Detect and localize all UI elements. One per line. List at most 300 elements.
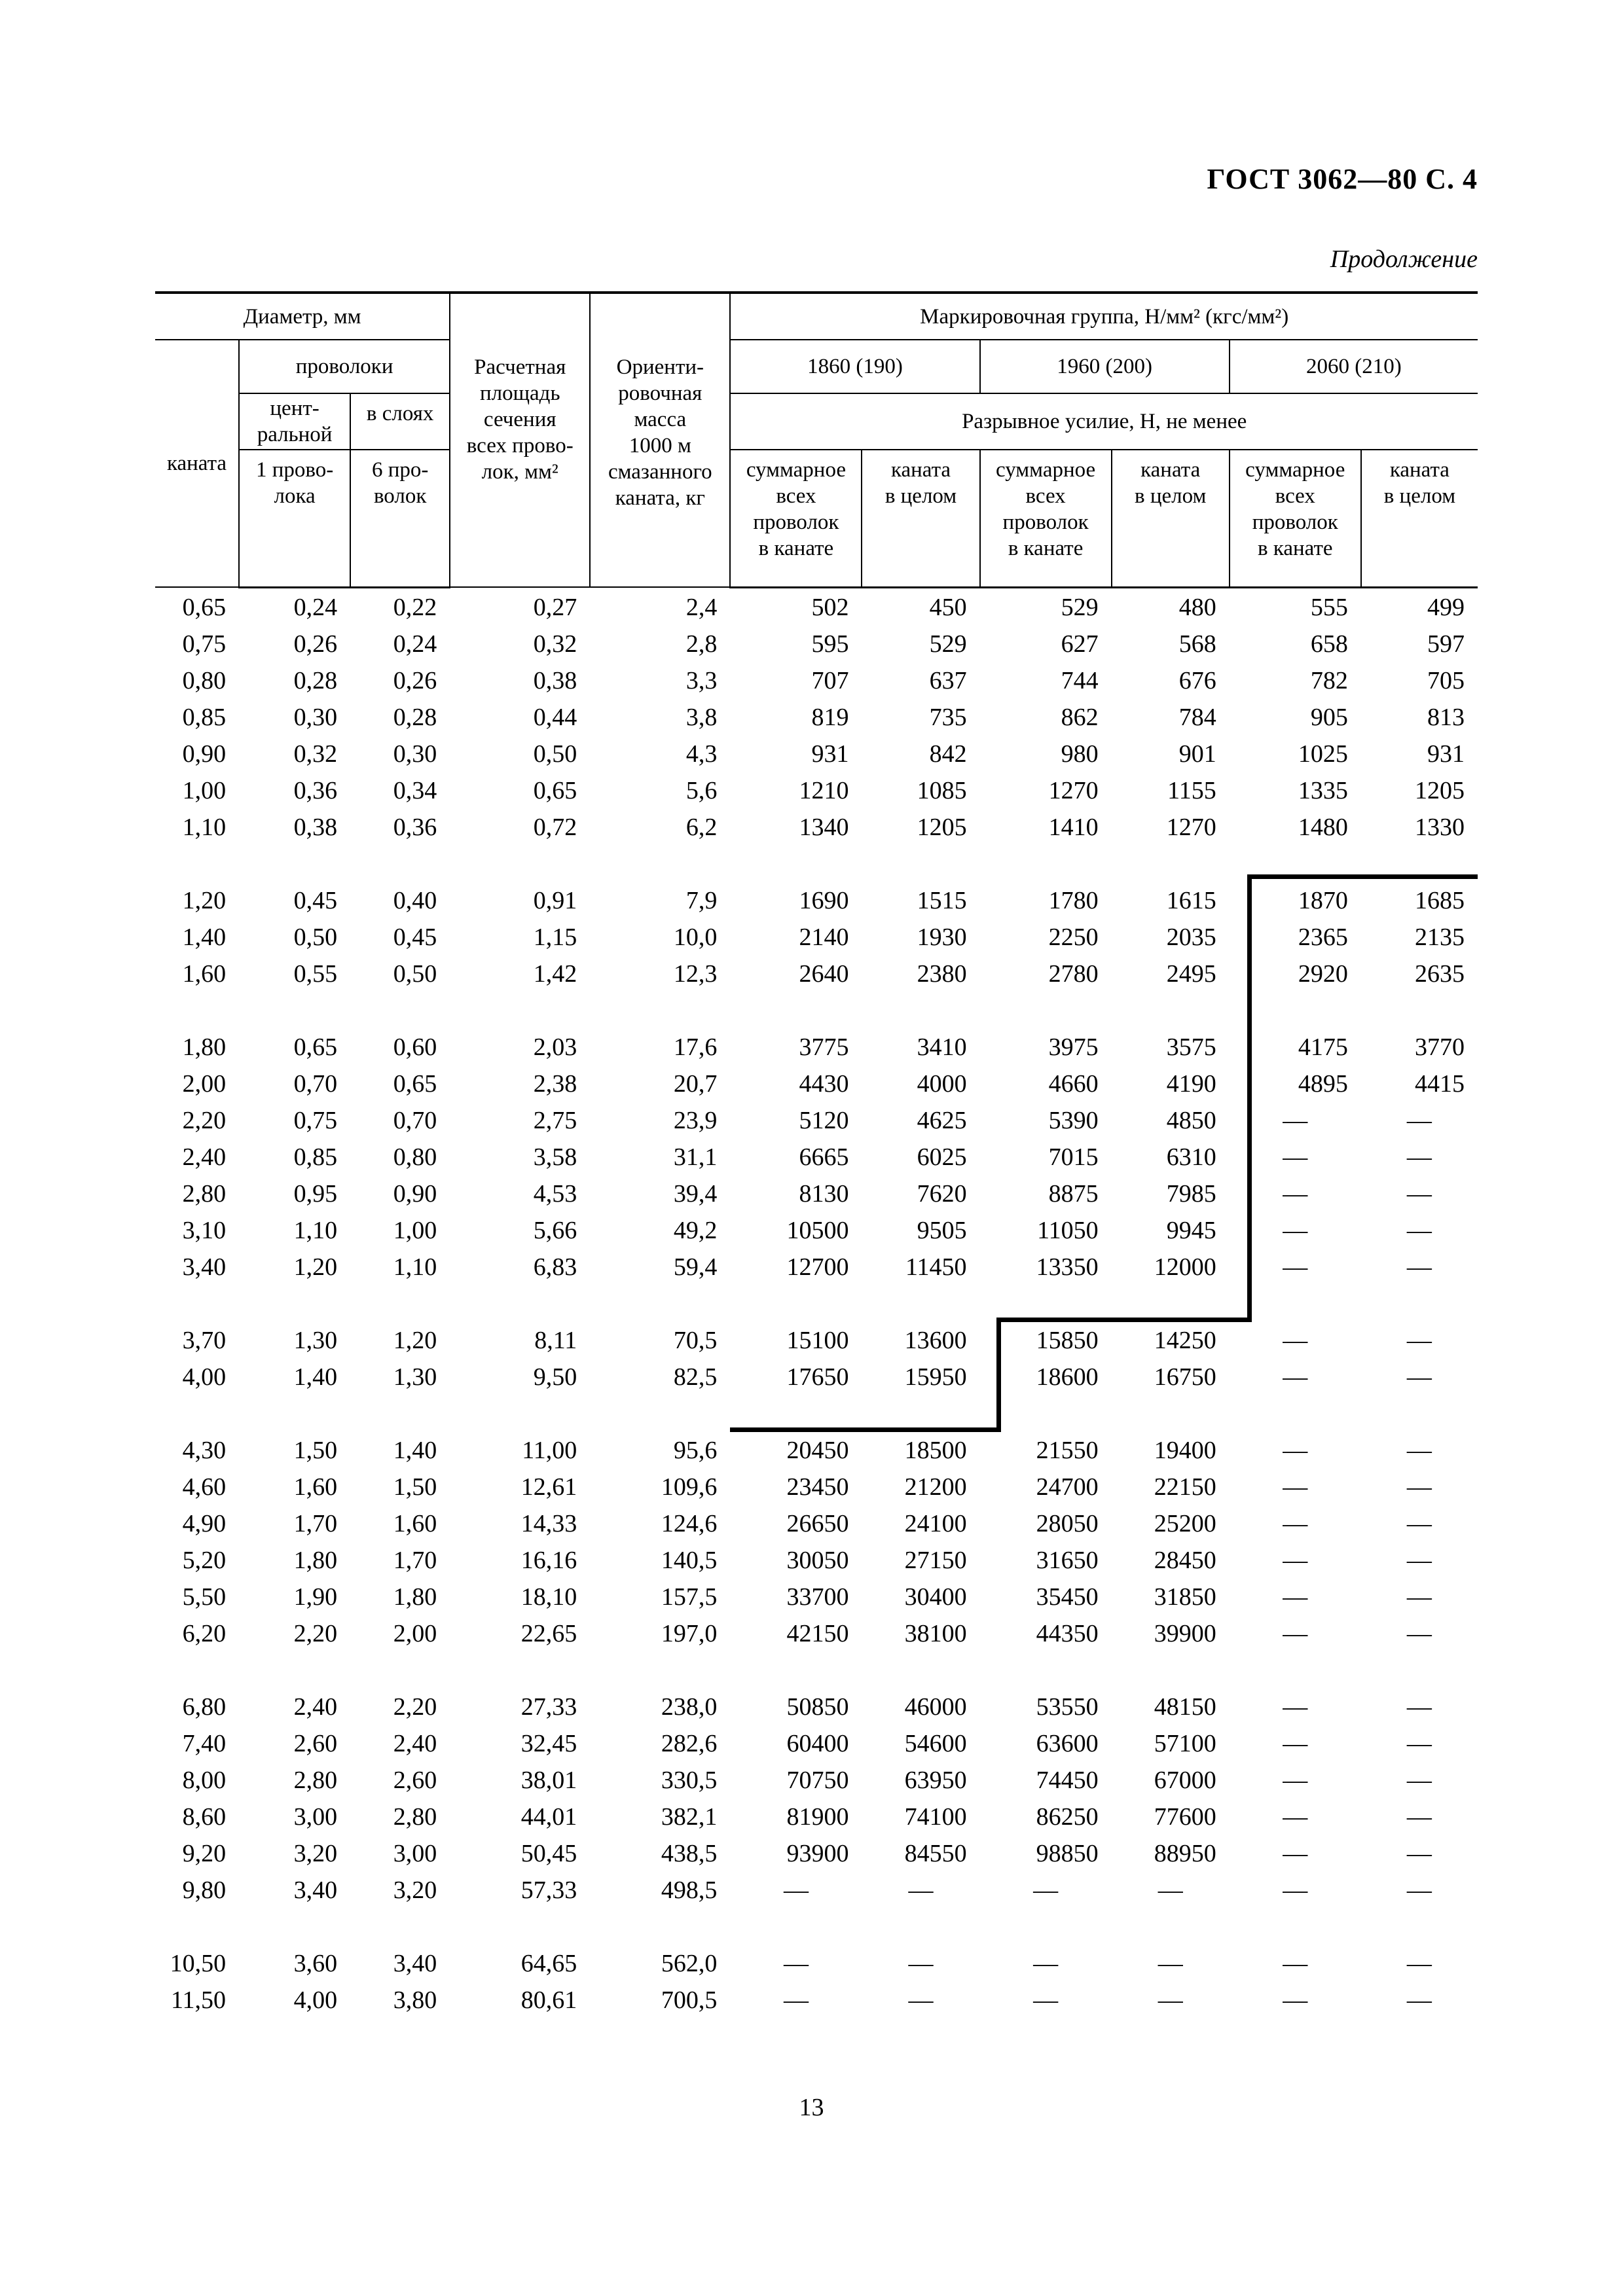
table-cell: 3,10 [182,1217,227,1244]
table-cell: 2,00 [393,1620,437,1647]
table-cell: 81900 [786,1803,849,1831]
table-cell: 15850 [1036,1327,1099,1354]
table-cell: 0,55 [293,960,338,988]
table-cell: — [1406,1327,1432,1354]
boundary-line-right-vertical [1247,874,1252,1321]
table-cell: — [1406,1986,1432,2014]
table-cell: 6,80 [182,1693,227,1721]
table-cell: 1025 [1298,740,1348,768]
header-group-1960: 1960 (200) [980,340,1230,393]
table-cell: 70,5 [673,1327,718,1354]
table-cell: 2780 [1048,960,1099,988]
table-cell: 21550 [1036,1437,1099,1464]
table-cell: 27150 [904,1547,967,1574]
table-cell: 12700 [786,1253,849,1281]
table-cell: 3,20 [393,1876,437,1904]
table-cell: 32,45 [520,1730,577,1757]
table-cell: 4850 [1166,1107,1216,1134]
table-cell: 5390 [1048,1107,1099,1134]
table-cell: 4895 [1298,1070,1348,1098]
table-cell: 0,85 [293,1143,338,1171]
table-cell: 0,34 [393,777,437,804]
header-sum-1960: суммарное всех проволок в канате [980,450,1112,587]
table-cell: 35450 [1036,1583,1099,1611]
table-cell: 3,20 [293,1840,338,1867]
table-cell: — [1406,1217,1432,1244]
table-cell: 15950 [904,1363,967,1391]
table-row [155,1725,1478,1762]
table-row [155,1102,1478,1139]
table-row [155,699,1478,736]
table-cell: — [908,1950,934,1977]
table-cell: 2140 [799,924,849,951]
table-cell: — [1158,1876,1183,1904]
table-cell: — [1406,1253,1432,1281]
table-cell: 57100 [1154,1730,1216,1757]
table-cell: 197,0 [661,1620,718,1647]
table-cell: — [1406,1583,1432,1611]
table-cell: — [1406,1143,1432,1171]
table-cell: 931 [1427,740,1465,768]
table-cell: 3,60 [293,1950,338,1977]
table-cell: 23450 [786,1473,849,1501]
table-cell: 7,40 [182,1730,227,1757]
boundary-line-top [1247,874,1478,879]
table-cell: 13600 [904,1327,967,1354]
header-wires: проволоки [239,340,450,393]
table-row [155,1175,1478,1212]
table-cell: 637 [929,667,967,694]
table-cell: 1,60 [293,1473,338,1501]
table-cell: 555 [1310,594,1348,621]
table-cell: 98850 [1036,1840,1099,1867]
table-cell: 2,40 [393,1730,437,1757]
table-cell: 28450 [1154,1547,1216,1574]
table-cell: 10,0 [673,924,718,951]
table-row [155,1249,1478,1285]
table-cell: 4190 [1166,1070,1216,1098]
table-cell: 20,7 [673,1070,718,1098]
table-cell: — [1406,1730,1432,1757]
table-cell: 4660 [1048,1070,1099,1098]
header-whole-2060: каната в целом [1361,450,1478,587]
table-cell: 842 [929,740,967,768]
table-cell: 60400 [786,1730,849,1757]
table-cell: 1,30 [393,1363,437,1391]
table-cell: 0,80 [393,1143,437,1171]
table-cell: 627 [1061,630,1099,658]
table-cell: 14250 [1154,1327,1216,1354]
table-cell: 901 [1178,740,1216,768]
table-cell: 3,40 [393,1950,437,1977]
table-cell: 17650 [786,1363,849,1391]
continuation-label: Продолжение [1330,245,1478,273]
table-cell: — [1406,1107,1432,1134]
table-cell: 1,60 [393,1510,437,1537]
header-central: цент- ральной [239,393,350,450]
table-cell: 22,65 [520,1620,577,1647]
table-cell: 382,1 [661,1803,718,1831]
table-cell: 2,00 [182,1070,227,1098]
table-cell: — [1283,1693,1308,1721]
table-cell: 44350 [1036,1620,1099,1647]
table-cell: 5,6 [685,777,718,804]
table-cell: 0,50 [533,740,577,768]
table-cell: 10,50 [170,1950,227,1977]
table-cell: — [1283,1327,1308,1354]
table-cell: 49,2 [673,1217,718,1244]
table-cell: — [1406,1840,1432,1867]
table-cell: 3,40 [182,1253,227,1281]
header-rope: каната [155,340,239,587]
table-cell: 14,33 [520,1510,577,1537]
table-cell: 1,40 [182,924,227,951]
table-cell: — [1033,1876,1059,1904]
table-cell: 46000 [904,1693,967,1721]
table-row [155,1982,1478,2018]
table-cell: 438,5 [661,1840,718,1867]
table-cell: 0,72 [533,814,577,841]
table-cell: 109,6 [661,1473,718,1501]
table-cell: 2,80 [182,1180,227,1208]
table-cell: 3,3 [685,667,718,694]
table-cell: 157,5 [661,1583,718,1611]
header-marking-group: Маркировочная группа, Н/мм² (кгс/мм²) [730,293,1478,340]
table-cell: 63950 [904,1767,967,1794]
table-cell: 10500 [786,1217,849,1244]
table-cell: 1270 [1048,777,1099,804]
table-cell: 22150 [1154,1473,1216,1501]
table-cell: 17,6 [673,1033,718,1061]
table-cell: 4,90 [182,1510,227,1537]
table-cell: — [1158,1986,1183,2014]
header-area: Расчетная площадь сечения всех прово- лок, мм² [450,293,590,587]
table-cell: — [908,1876,934,1904]
table-cell: 50,45 [520,1840,577,1867]
table-row [155,1066,1478,1102]
table-cell: 1480 [1298,814,1348,841]
table-cell: 1210 [799,777,849,804]
table-cell: 4175 [1298,1033,1348,1061]
table-cell: 2,20 [182,1107,227,1134]
table-cell: 1,20 [393,1327,437,1354]
header-six-wires: 6 про- волок [350,450,450,587]
table-cell: 82,5 [673,1363,718,1391]
table-cell: 2,20 [293,1620,338,1647]
table-cell: 3770 [1415,1033,1465,1061]
table-cell: 6025 [917,1143,967,1171]
table-cell: 31,1 [673,1143,718,1171]
row-spacer [155,1285,1478,1322]
header-whole-1960: каната в целом [1112,450,1230,587]
table-cell: 0,70 [393,1107,437,1134]
table-row [155,1872,1478,1909]
table-cell: 63600 [1036,1730,1099,1757]
table-cell: 7,9 [685,887,718,914]
table-cell: 0,24 [293,594,338,621]
table-cell: — [1283,1767,1308,1794]
table-cell: 12,3 [673,960,718,988]
table-row [155,809,1478,846]
header-layers: в слоях [350,393,450,450]
table-cell: 4,30 [182,1437,227,1464]
table-cell: 2495 [1166,960,1216,988]
table-row [155,1945,1478,1982]
table-cell: 33700 [786,1583,849,1611]
table-cell: 1,10 [182,814,227,841]
table-cell: 31650 [1036,1547,1099,1574]
table-cell: 95,6 [673,1437,718,1464]
table-row [155,1615,1478,1652]
table-cell: 499 [1427,594,1465,621]
table-cell: 813 [1427,704,1465,731]
table-cell: 0,28 [293,667,338,694]
table-cell: 1,42 [533,960,577,988]
table-cell: — [908,1986,934,2014]
table-cell: 8,60 [182,1803,227,1831]
table-cell: 2,80 [393,1803,437,1831]
table-cell: 12000 [1154,1253,1216,1281]
table-cell: 16,16 [520,1547,577,1574]
table-cell: 0,24 [393,630,437,658]
table-cell: 2,60 [393,1767,437,1794]
table-cell: 0,70 [293,1070,338,1098]
table-row [155,589,1478,626]
table-cell: — [1406,1620,1432,1647]
table-cell: 568 [1178,630,1216,658]
table-cell: 282,6 [661,1730,718,1757]
table-cell: 0,75 [182,630,227,658]
table-row [155,956,1478,992]
table-cell: 0,44 [533,704,577,731]
table-cell: 2,20 [393,1693,437,1721]
table-cell: 8,00 [182,1767,227,1794]
table-cell: 1690 [799,887,849,914]
table-cell: 67000 [1154,1767,1216,1794]
table-cell: 1685 [1415,887,1465,914]
table-cell: 2,40 [182,1143,227,1171]
table-cell: 6310 [1166,1143,1216,1171]
table-cell: — [1283,1730,1308,1757]
table-cell: — [1158,1950,1183,1977]
table-cell: 2035 [1166,924,1216,951]
table-row [155,919,1478,956]
table-cell: 700,5 [661,1986,718,2014]
table-cell: 11450 [905,1253,967,1281]
table-cell: 9,50 [533,1363,577,1391]
table-cell: 3775 [799,1033,849,1061]
table-row [155,1139,1478,1175]
table-cell: 88950 [1154,1840,1216,1867]
table-cell: 0,50 [293,924,338,951]
table-cell: 3,40 [293,1876,338,1904]
table-cell: 0,32 [293,740,338,768]
table-cell: 502 [811,594,849,621]
table-cell: — [1283,1950,1308,1977]
table-cell: 8,11 [534,1327,577,1354]
table-cell: 11,50 [170,1986,227,2014]
table-cell: 93900 [786,1840,849,1867]
table-cell: 42150 [786,1620,849,1647]
header-sum-1860: суммарное всех проволок в канате [730,450,862,587]
table-cell: 9505 [917,1217,967,1244]
table-cell: 1330 [1415,814,1465,841]
row-spacer [155,1909,1478,1945]
table-cell: 6,20 [182,1620,227,1647]
table-row [155,736,1478,772]
table-cell: — [1406,1180,1432,1208]
table-cell: — [1283,1986,1308,2014]
table-cell: 0,65 [533,777,577,804]
table-cell: 7985 [1166,1180,1216,1208]
table-cell: 1,20 [182,887,227,914]
table-cell: 3,8 [685,704,718,731]
table-cell: 562,0 [661,1950,718,1977]
table-cell: 6665 [799,1143,849,1171]
table-cell: 1,10 [393,1253,437,1281]
table-cell: 529 [1061,594,1099,621]
table-cell: — [1406,1547,1432,1574]
table-cell: 80,61 [520,1986,577,2014]
table-cell: 13350 [1036,1253,1099,1281]
table-cell: 8130 [799,1180,849,1208]
table-cell: 0,80 [182,667,227,694]
table-cell: — [1033,1986,1059,2014]
table-cell: — [1406,1950,1432,1977]
table-cell: 23,9 [673,1107,718,1134]
table-row [155,1799,1478,1835]
table-cell: 19400 [1154,1437,1216,1464]
table-cell: 4625 [917,1107,967,1134]
data-table [155,589,1478,2018]
table-cell: 1,90 [293,1583,338,1611]
table-cell: 4,00 [293,1986,338,2014]
header-group-1860: 1860 (190) [730,340,979,393]
table-cell: 3975 [1048,1033,1099,1061]
table-cell: 676 [1178,667,1216,694]
table-cell: 0,38 [293,814,338,841]
table-cell: 0,26 [293,630,338,658]
table-cell: 2380 [917,960,967,988]
table-cell: 8875 [1048,1180,1099,1208]
table-cell: 0,60 [393,1033,437,1061]
header-diameter: Диаметр, мм [155,293,450,340]
table-cell: 3,00 [393,1840,437,1867]
table-cell: 0,50 [393,960,437,988]
table-cell: 1930 [917,924,967,951]
table-row [155,1689,1478,1725]
table-cell: 15100 [786,1327,849,1354]
table-cell: 0,95 [293,1180,338,1208]
boundary-line-middle [996,1318,1252,1322]
table-cell: 1,00 [393,1217,437,1244]
header-mass: Ориенти- ровочная масса 1000 м смазанного каната, кг [590,293,730,587]
table-row [155,1029,1478,1066]
table-cell: 0,91 [533,887,577,914]
table-row [155,1212,1478,1249]
table-cell: 1780 [1048,887,1099,914]
table-cell: — [1283,1547,1308,1574]
table-cell: 64,65 [520,1950,577,1977]
table-cell: 28050 [1036,1510,1099,1537]
table-cell: — [1283,1473,1308,1501]
table-cell: 498,5 [661,1876,718,1904]
table-cell: 1,15 [533,924,577,951]
table-cell: 980 [1061,740,1099,768]
table-cell: 11050 [1037,1217,1099,1244]
table-cell: 707 [811,667,849,694]
table-cell: 0,22 [393,594,437,621]
table-cell: 480 [1178,594,1216,621]
table-cell: 3,58 [533,1143,577,1171]
row-spacer [155,992,1478,1029]
table-cell: 450 [929,594,967,621]
table-cell: 0,65 [293,1033,338,1061]
table-cell: 1,80 [293,1547,338,1574]
table-cell: 124,6 [661,1510,718,1537]
table-row [155,1432,1478,1469]
table-row [155,882,1478,919]
table-cell: 50850 [786,1693,849,1721]
table-cell: 1,70 [393,1547,437,1574]
table-cell: 59,4 [673,1253,718,1281]
table-cell: — [1283,1620,1308,1647]
table-cell: 2365 [1298,924,1348,951]
table-cell: — [783,1876,809,1904]
table-cell: 2640 [799,960,849,988]
header-one-wire: 1 прово- лока [239,450,350,587]
table-cell: 1410 [1048,814,1099,841]
table-cell: 0,26 [393,667,437,694]
table-cell: — [1406,1473,1432,1501]
table-cell: — [1033,1950,1059,1977]
table-row [155,1505,1478,1542]
table-cell: 16750 [1154,1363,1216,1391]
table-row [155,1762,1478,1799]
table-cell: 4,00 [182,1363,227,1391]
table-cell: 1515 [917,887,967,914]
table-cell: 1,50 [393,1473,437,1501]
table-cell: 26650 [786,1510,849,1537]
table-cell: 24700 [1036,1473,1099,1501]
table-cell: 5,50 [182,1583,227,1611]
table-cell: 330,5 [661,1767,718,1794]
table-cell: 48150 [1154,1693,1216,1721]
table-cell: — [783,1986,809,2014]
table-row [155,1469,1478,1505]
table-cell: 595 [811,630,849,658]
table-cell: 25200 [1154,1510,1216,1537]
table-cell: 819 [811,704,849,731]
table-cell: 5,66 [533,1217,577,1244]
table-cell: 744 [1061,667,1099,694]
table-cell: 529 [929,630,967,658]
table-cell: 1,10 [293,1217,338,1244]
table-cell: 1,70 [293,1510,338,1537]
table-cell: 0,27 [533,594,577,621]
table-cell: 0,30 [293,704,338,731]
table-cell: — [1283,1840,1308,1867]
table-cell: — [1283,1107,1308,1134]
table-cell: 658 [1310,630,1348,658]
table-cell: 2,03 [533,1033,577,1061]
table-cell: — [1283,1876,1308,1904]
table-cell: 0,45 [293,887,338,914]
table-cell: 74450 [1036,1767,1099,1794]
table-cell: 30400 [904,1583,967,1611]
table-cell: 5,20 [182,1547,227,1574]
table-cell: 70750 [786,1767,849,1794]
